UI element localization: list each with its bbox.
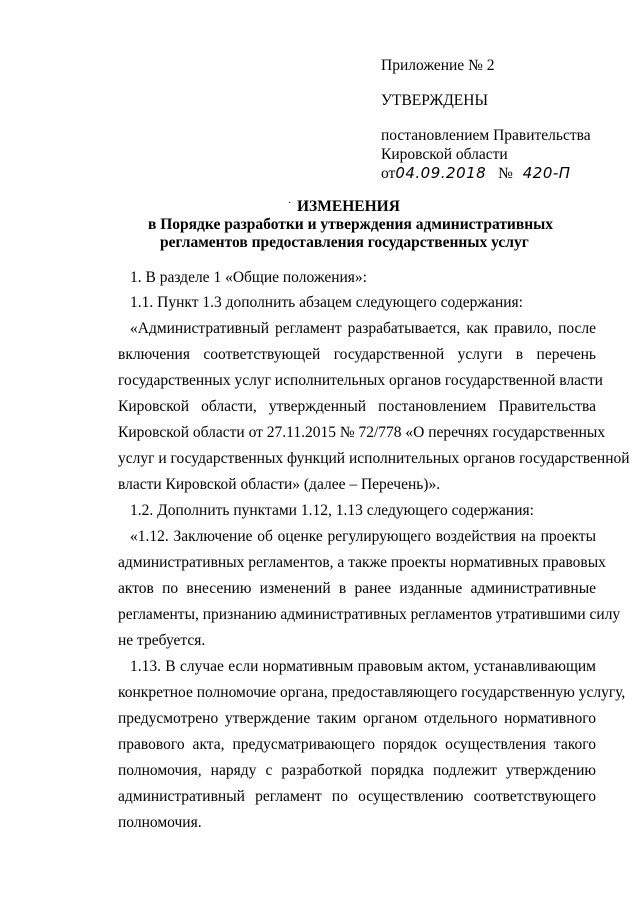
text-line: административных регламентов, а также проекты нормативных правовых bbox=[118, 554, 606, 571]
text-line: включения соответствующей государственной услуги в перечень bbox=[118, 346, 596, 363]
paragraph-1-2: 1.2. Дополнить пунктами 1.12, 1.13 следующего содержания: bbox=[130, 502, 534, 519]
text-line: услуг и государственных функций исполнительных органов государственной bbox=[118, 450, 630, 467]
document-subtitle-line-1: в Порядке разработки и утверждения административных bbox=[148, 216, 554, 233]
text-line: актов по внесению изменений в ранее изданные административные bbox=[118, 580, 596, 597]
text-line: «Административный регламент разрабатывается, как правило, после bbox=[130, 320, 596, 337]
stray-dot: · bbox=[288, 198, 292, 209]
text-line: Кировской области от 27.11.2015 № 72/778 «О перечнях государственных bbox=[118, 424, 606, 441]
text-line: государственных услуг исполнительных органов государственной власти bbox=[118, 372, 603, 389]
text-line: 1.13. В случае если нормативным правовым актом, устанавливающим bbox=[130, 658, 596, 675]
approved-label: УТВЕРЖДЕНЫ bbox=[381, 92, 488, 109]
text-line: конкретное полномочие органа, предоставляющего государственную услугу, bbox=[118, 684, 626, 701]
resolution-line-2: Кировской области bbox=[381, 146, 508, 163]
resolution-line-1: постановлением Правительства bbox=[381, 127, 591, 144]
resolution-date-line bbox=[381, 164, 571, 183]
number-prefix: № bbox=[498, 165, 513, 182]
text-line: власти Кировской области» (далее – Перечень)». bbox=[118, 476, 441, 493]
text-line: «1.12. Заключение об оценке регулирующего воздействия на проекты bbox=[130, 528, 596, 545]
text-line: предусмотрено утверждение таким органом отдельного нормативного bbox=[118, 710, 596, 727]
document-title: ИЗМЕНЕНИЯ bbox=[297, 198, 400, 215]
paragraph-1: 1. В разделе 1 «Общие положения»: bbox=[130, 269, 367, 286]
handwritten-date: 04.09.2018 bbox=[395, 164, 487, 182]
paragraph-1-1: 1.1. Пункт 1.3 дополнить абзацем следующего содержания: bbox=[130, 294, 523, 311]
appendix-label: Приложение № 2 bbox=[381, 57, 495, 74]
text-line: правового акта, предусматривающего порядок осуществления такого bbox=[118, 736, 596, 753]
date-prefix: от bbox=[381, 165, 396, 182]
text-line: регламенты, признанию административных регламентов утратившими силу bbox=[118, 606, 621, 623]
document-subtitle-line-2: регламентов предоставления государственных услуг bbox=[160, 234, 529, 251]
text-line: Кировской области, утвержденный постановлением Правительства bbox=[118, 398, 596, 415]
text-line: полномочия. bbox=[118, 814, 202, 831]
handwritten-number: 420-П bbox=[522, 164, 571, 182]
text-line: не требуется. bbox=[118, 632, 206, 649]
text-line: полномочия, наряду с разработкой порядка подлежит утверждению bbox=[118, 762, 596, 779]
text-line: административный регламент по осуществлению соответствующего bbox=[118, 788, 596, 805]
